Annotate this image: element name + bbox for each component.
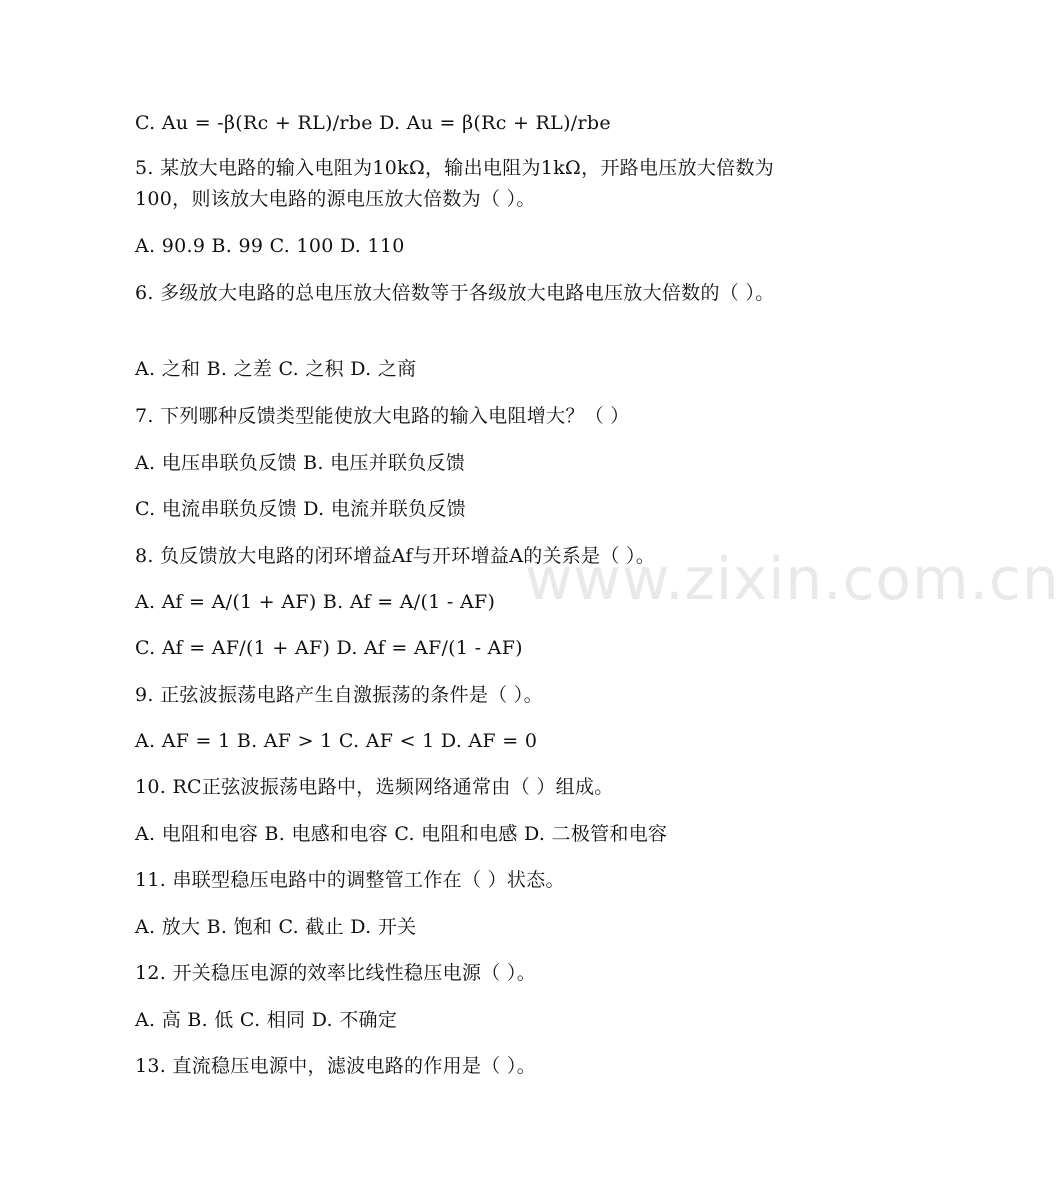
question-10: 10. RC正弦波振荡电路中，选频网络通常由（ ）组成。 [135,776,614,798]
option-line: A. 电阻和电容 B. 电感和电容 C. 电阻和电感 D. 二极管和电容 [135,823,668,845]
option-line: A. 高 B. 低 C. 相同 D. 不确定 [135,1009,398,1031]
option-line: C. Au = -β(Rc + RL)/rbe D. Au = β(Rc + RL)/rbe [135,112,611,134]
question-7: 7. 下列哪种反馈类型能使放大电路的输入电阻增大？（ ） [135,405,630,427]
question-13: 13. 直流稳压电源中，滤波电路的作用是（ ）。 [135,1055,536,1077]
option-line: A. 90.9 B. 99 C. 100 D. 110 [135,235,405,257]
option-line: C. 电流串联负反馈 D. 电流并联负反馈 [135,498,466,520]
option-line: A. 放大 B. 饱和 C. 截止 D. 开关 [135,916,417,938]
question-8: 8. 负反馈放大电路的闭环增益Af与开环增益A的关系是（ ）。 [135,545,656,567]
option-line: A. Af = A/(1 + AF) B. Af = A/(1 - AF) [135,591,496,613]
question-5: 5. 某放大电路的输入电阻为10kΩ，输出电阻为1kΩ，开路电压放大倍数为100，则该放大电路的源电压放大倍数为（ ）。 [135,157,775,210]
option-line: A. 之和 B. 之差 C. 之积 D. 之商 [135,358,417,380]
question-6: 6. 多级放大电路的总电压放大倍数等于各级放大电路电压放大倍数的（ ）。 [135,282,775,304]
option-line: A. AF = 1 B. AF > 1 C. AF < 1 D. AF = 0 [135,730,538,752]
question-12: 12. 开关稳压电源的效率比线性稳压电源（ ）。 [135,962,536,984]
watermark: www.zixin.com.cn [525,545,1060,613]
option-line: C. Af = AF/(1 + AF) D. Af = AF/(1 - AF) [135,637,523,659]
question-11: 11. 串联型稳压电路中的调整管工作在（ ）状态。 [135,869,565,891]
option-line: A. 电压串联负反馈 B. 电压并联负反馈 [135,452,466,474]
question-9: 9. 正弦波振荡电路产生自激振荡的条件是（ ）。 [135,684,543,706]
